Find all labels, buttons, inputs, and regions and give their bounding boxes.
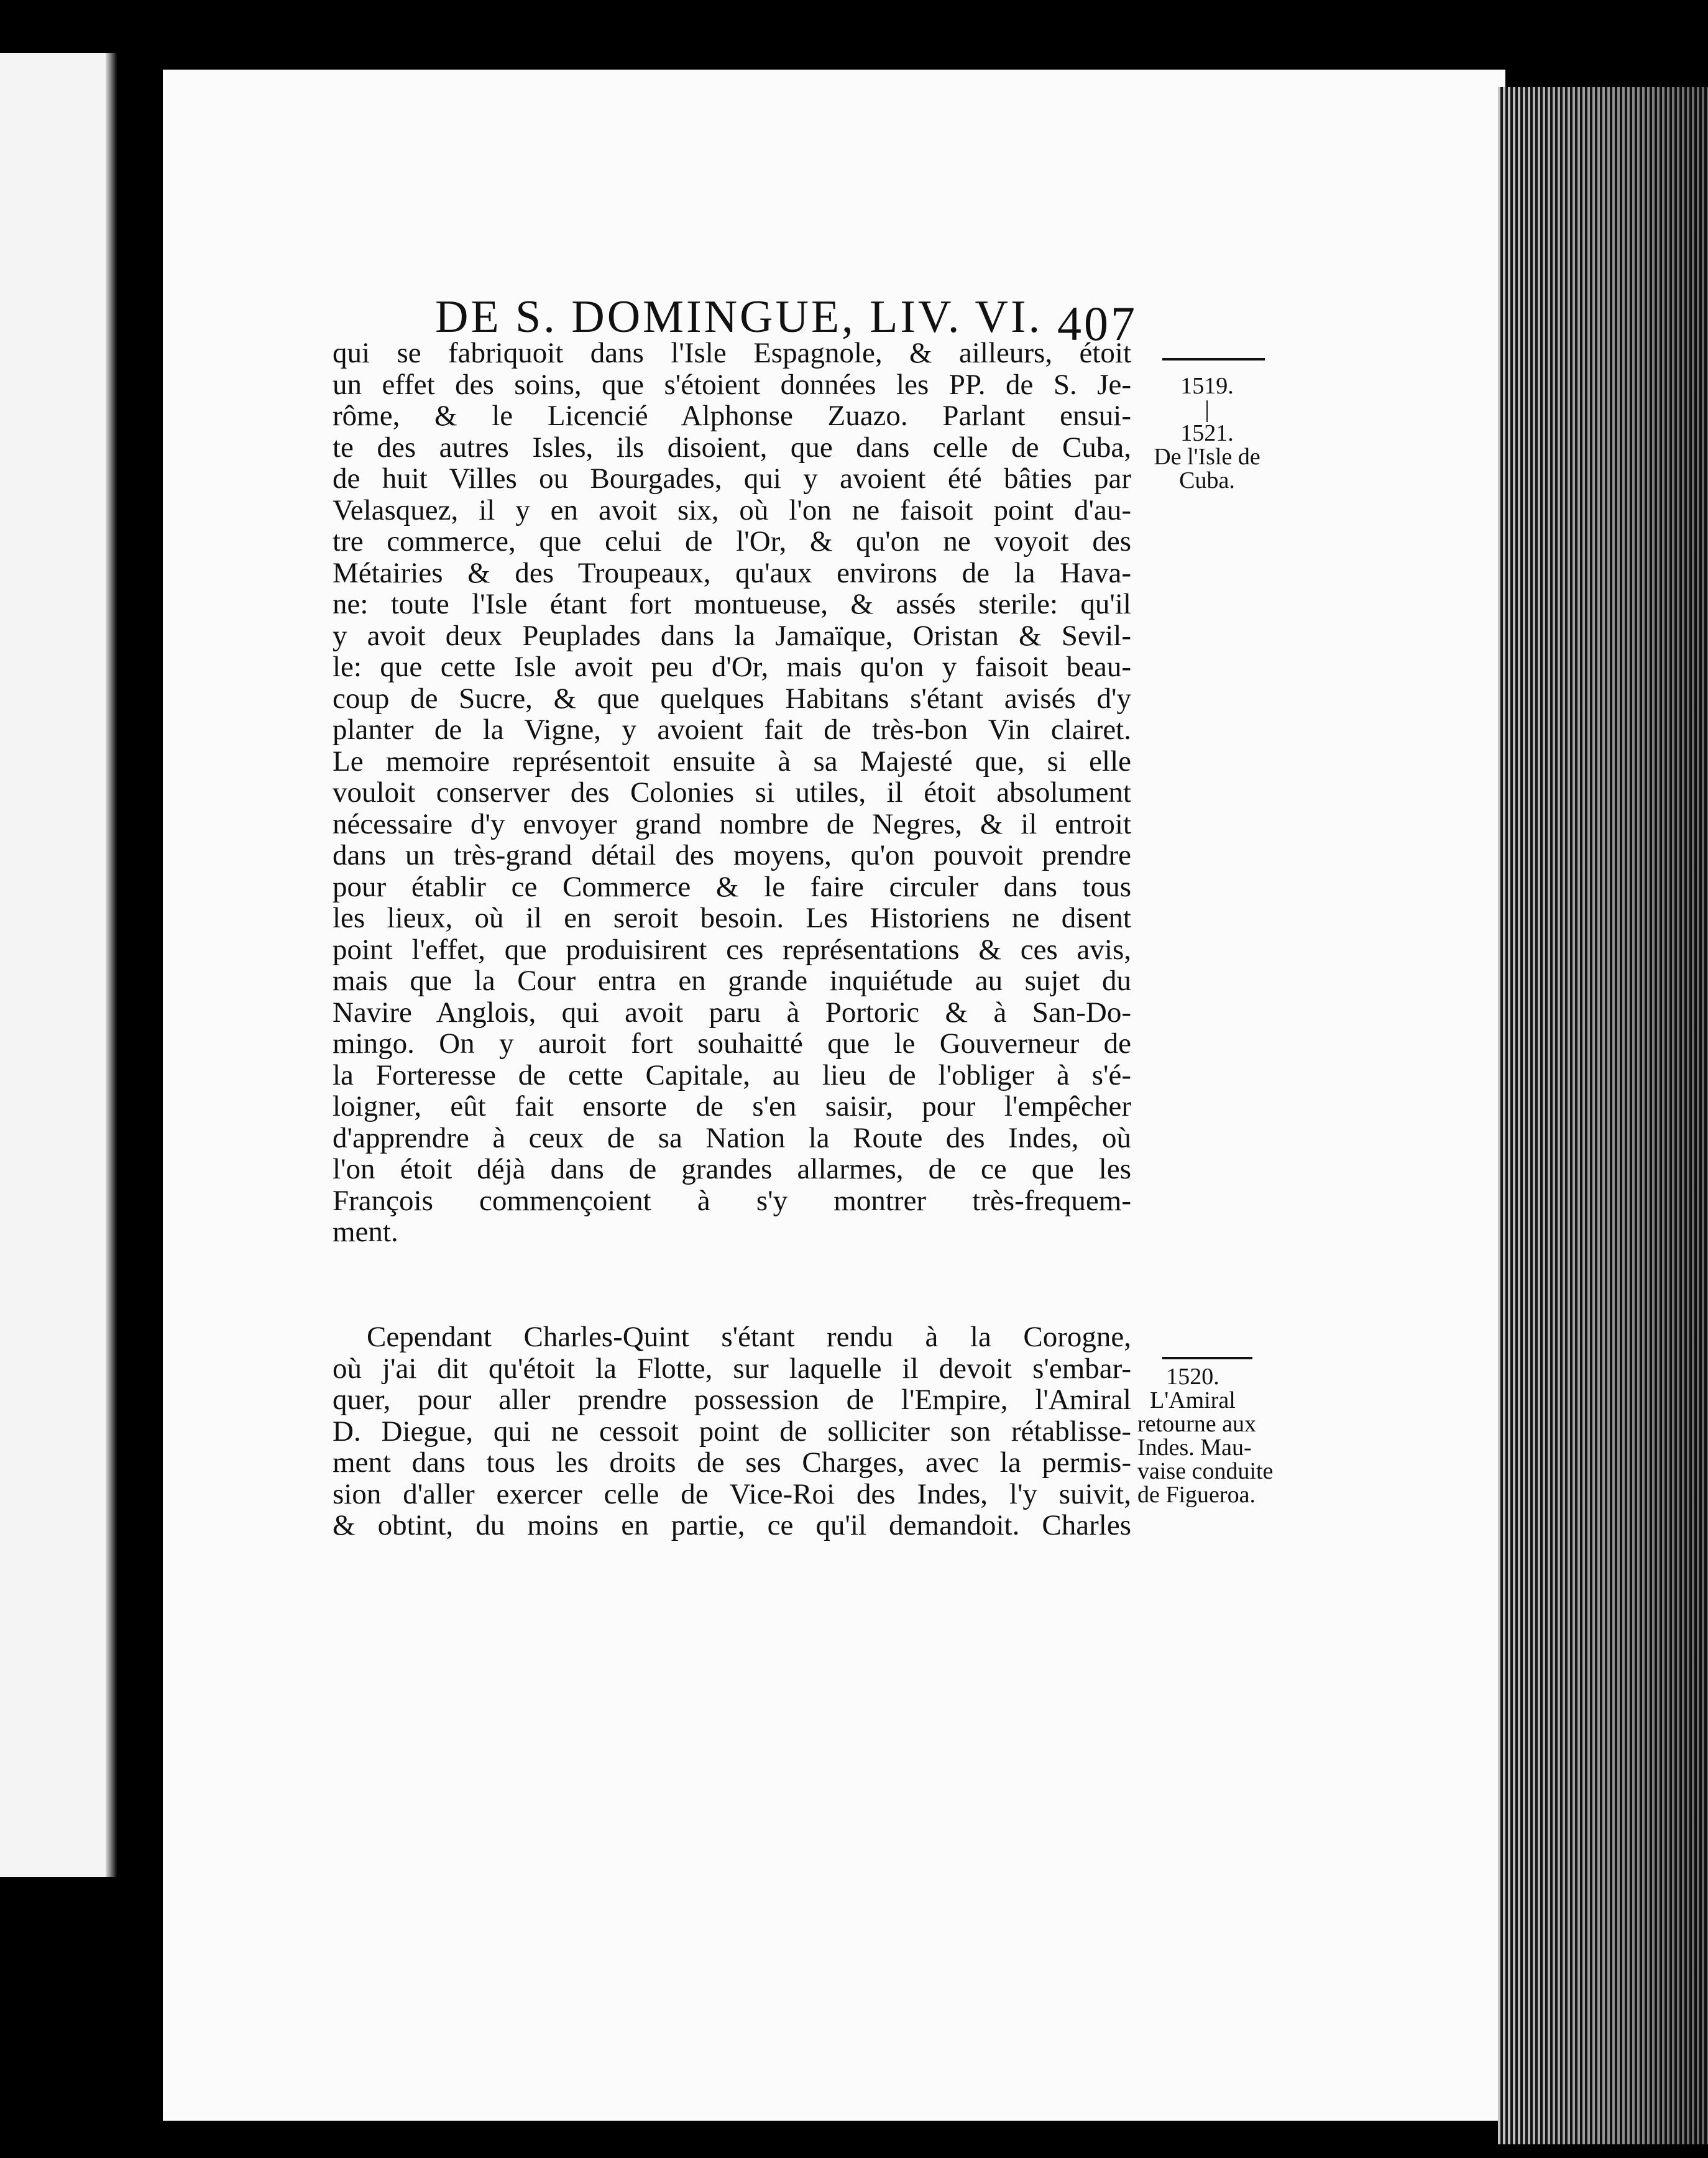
facing-page-edge bbox=[0, 53, 117, 1877]
text-line: loigner, eût fait ensorte de s'en saisir, pour l'empêcher bbox=[333, 1091, 1131, 1123]
margin-rule-1 bbox=[1162, 358, 1265, 360]
text-line: y avoit deux Peuplades dans la Jamaïque, Oristan & Sevil- bbox=[333, 620, 1131, 651]
text-line: d'apprendre à ceux de sa Nation la Route des Indes, où bbox=[333, 1122, 1131, 1154]
gutter-shadow bbox=[106, 53, 116, 1877]
text-line: ment dans tous les droits de ses Charges, avec la permis- bbox=[333, 1447, 1131, 1479]
text-line: qui se fabriquoit dans l'Isle Espagnole, & ailleurs, étoit bbox=[333, 337, 1131, 369]
text-line: tre commerce, que celui de l'Or, & qu'on ne voyoit des bbox=[333, 526, 1131, 558]
text-line: planter de la Vigne, y avoient fait de très-bon Vin clairet. bbox=[333, 714, 1131, 746]
text-line: Métairies & des Troupeaux, qu'aux environs de la Hava- bbox=[333, 557, 1131, 589]
text-line: où j'ai dit qu'étoit la Flotte, sur laquelle il devoit s'embar- bbox=[333, 1352, 1131, 1384]
text-line: Navire Anglois, qui avoit paru à Portoric & à San-Do- bbox=[333, 996, 1131, 1028]
margin-note-line: vaise conduite bbox=[1137, 1458, 1274, 1484]
text-line: nécessaire d'y envoyer grand nombre de Negres, & il entroit bbox=[333, 808, 1131, 840]
margin-note-line: de Figueroa. bbox=[1137, 1482, 1256, 1508]
text-line: & obtint, du moins en partie, ce qu'il demandoit. Charles bbox=[333, 1510, 1131, 1541]
margin-note-line: De l'Isle de bbox=[1154, 444, 1260, 470]
paragraph-1 bbox=[333, 337, 1131, 1248]
text-line: mingo. On y auroit fort souhaitté que le Gouverneur de bbox=[333, 1028, 1131, 1060]
margin-note-amiral bbox=[1137, 1364, 1274, 1508]
running-title: DE S. DOMINGUE, LIV. VI. bbox=[435, 292, 1043, 342]
margin-note-line: | bbox=[1205, 397, 1210, 423]
text-line: Cependant Charles-Quint s'étant rendu à la Corogne, bbox=[367, 1321, 1131, 1353]
text-line: mais que la Cour entra en grande inquiétude au sujet du bbox=[333, 965, 1131, 997]
text-line: quer, pour aller prendre possession de l'Empire, l'Amiral bbox=[333, 1384, 1131, 1416]
text-line: ment. bbox=[333, 1216, 398, 1248]
text-line: de huit Villes ou Bourgades, qui y avoient été bâties par bbox=[333, 463, 1131, 495]
text-line: Le memoire représentoit ensuite à sa Majesté que, si elle bbox=[333, 745, 1131, 777]
text-line: point l'effet, que produisirent ces représentations & ces avis, bbox=[333, 934, 1131, 965]
text-line: dans un très-grand détail des moyens, qu'on pouvoit prendre bbox=[333, 840, 1131, 871]
text-line: ne: toute l'Isle étant fort montueuse, & assés sterile: qu'il bbox=[333, 589, 1131, 620]
margin-note-cuba bbox=[1139, 374, 1275, 492]
text-line: l'on étoit déjà dans de grandes allarmes, de ce que les bbox=[333, 1154, 1131, 1185]
margin-note-line: 1519. bbox=[1180, 373, 1234, 399]
text-line: la Forteresse de cette Capitale, au lieu de l'obliger à s'é- bbox=[333, 1059, 1131, 1091]
margin-note-line: 1520. bbox=[1166, 1364, 1219, 1390]
text-line: François commençoient à s'y montrer très-frequem- bbox=[333, 1185, 1131, 1216]
page-number: 407 bbox=[1057, 296, 1137, 351]
paragraph-2 bbox=[333, 1321, 1131, 1541]
text-line: vouloit conserver des Colonies si utiles, il étoit absolument bbox=[333, 777, 1131, 809]
margin-note-line: L'Amiral bbox=[1150, 1387, 1236, 1413]
margin-note-line: retourne aux bbox=[1137, 1411, 1256, 1437]
margin-rule-2 bbox=[1162, 1357, 1252, 1359]
text-line: le: que cette Isle avoit peu d'Or, mais qu'on y faisoit beau- bbox=[333, 651, 1131, 683]
margin-note-line: 1521. bbox=[1180, 420, 1234, 446]
text-line: un effet des soins, que s'étoient données les PP. de S. Je- bbox=[333, 369, 1131, 400]
text-line: coup de Sucre, & que quelques Habitans s'étant avisés d'y bbox=[333, 682, 1131, 714]
text-line: D. Diegue, qui ne cessoit point de solliciter son rétablisse- bbox=[333, 1415, 1131, 1447]
margin-note-line: Cuba. bbox=[1179, 467, 1235, 494]
margin-note-line: Indes. Mau- bbox=[1137, 1435, 1252, 1461]
text-line: pour établir ce Commerce & le faire circuler dans tous bbox=[333, 871, 1131, 902]
text-line: les lieux, où il en seroit besoin. Les Historiens ne disent bbox=[333, 902, 1131, 934]
text-line: Velasquez, il y en avoit six, où l'on ne faisoit point d'au- bbox=[333, 494, 1131, 526]
text-line: sion d'aller exercer celle de Vice-Roi des Indes, l'y suivit, bbox=[333, 1478, 1131, 1510]
page-edges-shading bbox=[1498, 87, 1708, 2144]
text-line: te des autres Isles, ils disoient, que dans celle de Cuba, bbox=[333, 431, 1131, 463]
text-line: rôme, & le Licencié Alphonse Zuazo. Parlant ensui- bbox=[333, 400, 1131, 432]
